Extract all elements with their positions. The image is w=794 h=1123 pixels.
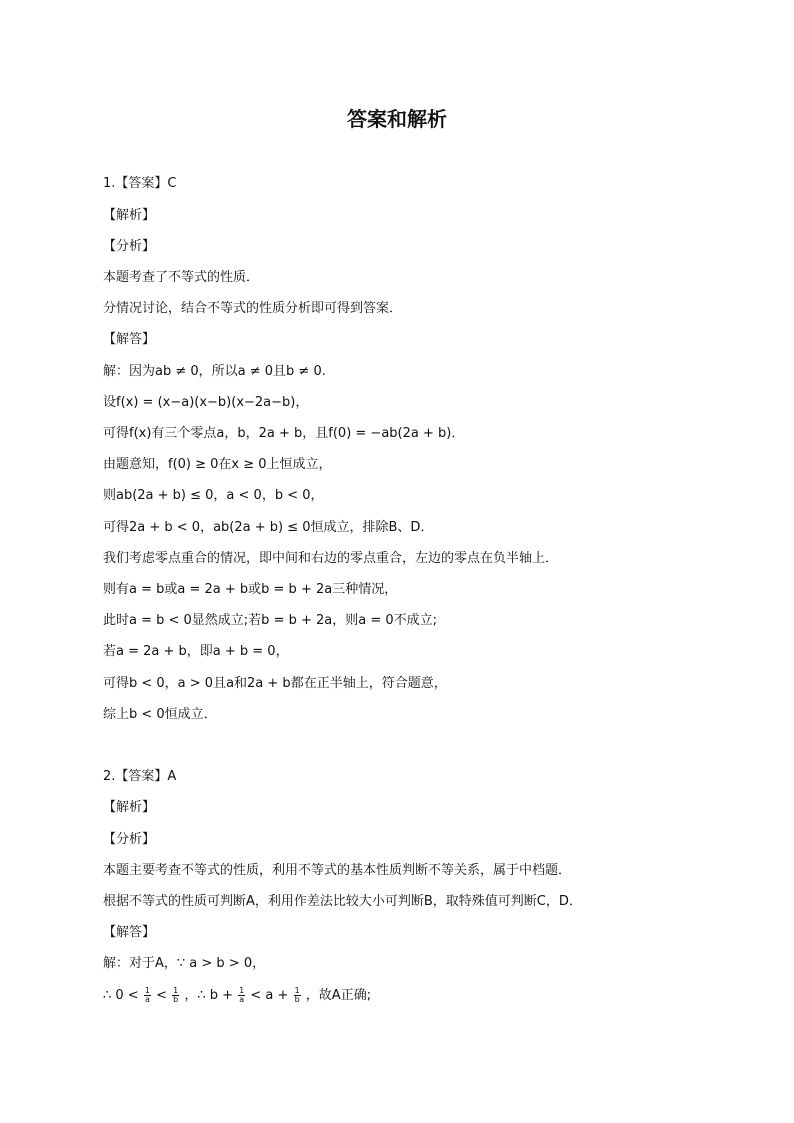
fraction-numerator: 1 [173,986,179,995]
answer-2-header: 2.【答案】A [103,769,177,784]
text-line: 可得2a + b < 0，ab(2a + b) ≤ 0恒成立，排除B、D． [103,520,434,535]
fraction-denominator: a [239,995,245,1004]
text-line: 解：对于A，∵ a > b > 0， [103,956,266,971]
text-line: 分情况讨论，结合不等式的性质分析即可得到答案． [103,301,403,316]
answer-1-header: 1.【答案】C [103,176,177,191]
fraction-line-mid: < [156,988,172,1003]
fenxi-label: 【分析】 [103,832,156,847]
fraction-numerator: 1 [144,986,150,995]
text-line: 可得b < 0，a > 0且a和2a + b都在正半轴上，符合题意， [103,676,447,691]
fraction-denominator: b [294,995,300,1004]
text-line: 此时a = b < 0显然成立;若b = b + 2a，则a = 0不成立; [103,613,438,628]
fraction-1-over-a [144,987,151,1004]
analysis-label: 【解析】 [103,208,156,223]
text-line: 可得f(x)有三个零点a，b，2a + b，且f(0) = −ab(2a + b)． [103,426,465,441]
text-line: 若a = 2a + b，即a + b = 0， [103,644,289,659]
fraction-line-prefix: ∴ 0 < [103,988,143,1003]
fraction-1-over-b [172,987,179,1004]
jieda-label: 【解答】 [103,925,156,940]
fraction-line-suffix: ，故A正确; [305,988,372,1003]
analysis-label: 【解析】 [103,800,156,815]
jieda-label: 【解答】 [103,332,156,347]
fraction-line-mid: ，∴ b + [184,988,238,1003]
text-line: 则ab(2a + b) ≤ 0，a < 0，b < 0， [103,488,324,503]
fraction-1-over-b [294,987,301,1004]
fenxi-label: 【分析】 [103,239,156,254]
text-line: 设f(x) = (x−a)(x−b)(x−2a−b)， [103,395,309,410]
text-line: 本题主要考查不等式的性质，利用不等式的基本性质判断不等关系，属于中档题． [103,863,572,878]
text-line: 我们考虑零点重合的情况，即中间和右边的零点重合，左边的零点在负半轴上． [103,551,559,566]
text-line: 本题考查了不等式的性质． [103,270,260,285]
fraction-numerator: 1 [294,986,300,995]
text-line: 综上b < 0恒成立． [103,707,217,722]
fraction-line-mid: < a + [250,988,293,1003]
text-line: 则有a = b或a = 2a + b或b = b + 2a三种情况， [103,582,398,597]
page-title: 答案和解析 [347,107,447,131]
fraction-denominator: a [144,995,150,1004]
fraction-1-over-a [238,987,245,1004]
text-line: 解：因为ab ≠ 0，所以a ≠ 0且b ≠ 0. [103,364,326,379]
fraction-denominator: b [173,995,179,1004]
fraction-line [103,987,371,1005]
text-line: 由题意知，f(0) ≥ 0在x ≥ 0上恒成立， [103,457,332,472]
fraction-numerator: 1 [239,986,245,995]
text-line: 根据不等式的性质可判断A，利用作差法比较大小可判断B，取特殊值可判断C，D． [103,894,582,909]
